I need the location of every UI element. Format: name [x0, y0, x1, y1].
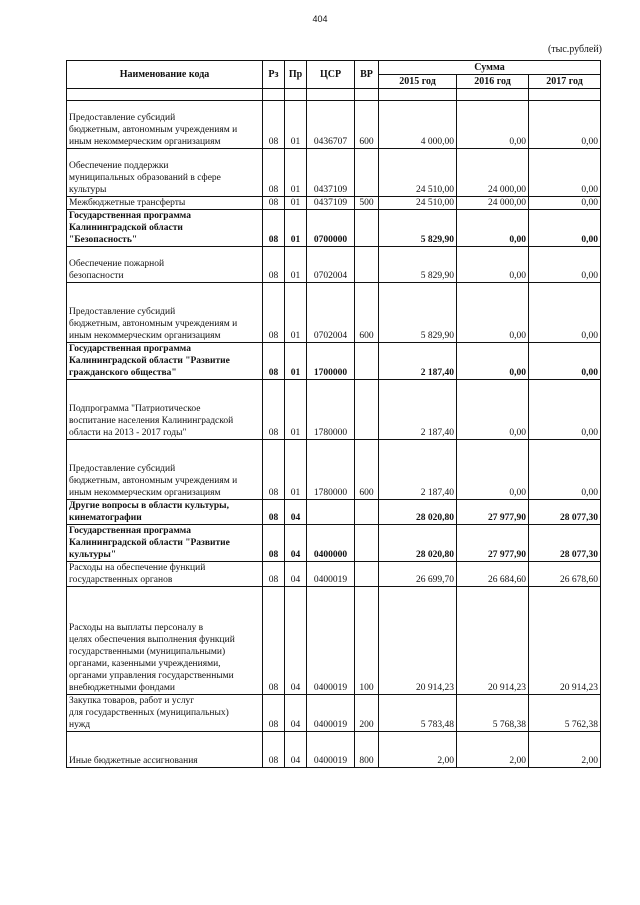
cell-rz: 08: [263, 343, 285, 380]
cell-y2017: 28 077,30: [529, 500, 601, 525]
cell-y2017: 20 914,23: [529, 587, 601, 695]
cell-rz: 08: [263, 587, 285, 695]
cell-y2017: 0,00: [529, 343, 601, 380]
header-year-2015: 2015 год: [379, 75, 457, 89]
header-csr: ЦСР: [307, 61, 355, 89]
table-row: [67, 562, 601, 587]
cell-y2016: 0,00: [457, 247, 529, 283]
cell-rz: 08: [263, 283, 285, 343]
cell-y2016: 0,00: [457, 380, 529, 440]
cell-csr: 0400019: [307, 695, 355, 732]
spacer-cell: [67, 89, 263, 101]
cell-y2016: 5 768,38: [457, 695, 529, 732]
units-note: (тыс.рублей): [547, 44, 602, 55]
cell-pr: 01: [285, 283, 307, 343]
cell-vr: 800: [355, 732, 379, 768]
cell-y2017: 28 077,30: [529, 525, 601, 562]
cell-rz: 08: [263, 210, 285, 247]
cell-y2015: 2 187,40: [379, 380, 457, 440]
cell-rz: 08: [263, 197, 285, 210]
cell-csr: 0702004: [307, 247, 355, 283]
cell-name: Государственная программа Калининградской области "Развитие культуры": [67, 525, 263, 562]
cell-y2015: 5 829,90: [379, 283, 457, 343]
spacer-cell: [307, 89, 355, 101]
cell-pr: 04: [285, 732, 307, 768]
cell-vr: 600: [355, 101, 379, 149]
table-row: [67, 732, 601, 768]
cell-y2015: 2 187,40: [379, 440, 457, 500]
cell-name: Закупка товаров, работ и услуг для государственных (муниципальных) нужд: [67, 695, 263, 732]
budget-table: [66, 60, 601, 768]
cell-y2015: 5 829,90: [379, 210, 457, 247]
header-name: Наименование кода: [67, 61, 263, 89]
cell-y2017: 0,00: [529, 440, 601, 500]
header-sum: Сумма: [379, 61, 601, 75]
cell-rz: 08: [263, 500, 285, 525]
cell-y2017: 0,00: [529, 380, 601, 440]
spacer-cell: [457, 89, 529, 101]
cell-rz: 08: [263, 247, 285, 283]
cell-pr: 04: [285, 562, 307, 587]
cell-rz: 08: [263, 525, 285, 562]
cell-vr: 100: [355, 587, 379, 695]
cell-y2015: 5 783,48: [379, 695, 457, 732]
cell-vr: [355, 500, 379, 525]
table-row: [67, 283, 601, 343]
cell-pr: 01: [285, 101, 307, 149]
cell-csr: 0436707: [307, 101, 355, 149]
cell-vr: 200: [355, 695, 379, 732]
cell-y2015: 20 914,23: [379, 587, 457, 695]
cell-name: Государственная программа Калининградской области "Безопасность": [67, 210, 263, 247]
cell-name: Иные бюджетные ассигнования: [67, 732, 263, 768]
cell-vr: [355, 380, 379, 440]
cell-y2017: 0,00: [529, 283, 601, 343]
table-row: [67, 695, 601, 732]
cell-y2015: 24 510,00: [379, 149, 457, 197]
cell-csr: 1700000: [307, 343, 355, 380]
cell-csr: 1780000: [307, 440, 355, 500]
cell-name: Государственная программа Калининградской области "Развитие гражданского общества": [67, 343, 263, 380]
cell-rz: 08: [263, 380, 285, 440]
table-row: [67, 587, 601, 695]
cell-y2016: 0,00: [457, 210, 529, 247]
cell-name: Предоставление субсидий бюджетным, автономным учреждениям и иным некоммерческим организациям: [67, 283, 263, 343]
spacer-cell: [263, 89, 285, 101]
spacer-cell: [355, 89, 379, 101]
cell-rz: 08: [263, 149, 285, 197]
cell-y2015: 26 699,70: [379, 562, 457, 587]
cell-y2016: 0,00: [457, 343, 529, 380]
page-number: 404: [312, 14, 328, 24]
cell-y2016: 27 977,90: [457, 525, 529, 562]
cell-y2016: 26 684,60: [457, 562, 529, 587]
cell-rz: 08: [263, 440, 285, 500]
cell-vr: [355, 525, 379, 562]
cell-csr: [307, 500, 355, 525]
cell-pr: 04: [285, 500, 307, 525]
cell-pr: 01: [285, 247, 307, 283]
table-row: [67, 343, 601, 380]
spacer-cell: [529, 89, 601, 101]
cell-y2017: 0,00: [529, 210, 601, 247]
table-row: [67, 380, 601, 440]
header-pr: Пр: [285, 61, 307, 89]
cell-y2016: 0,00: [457, 440, 529, 500]
cell-vr: 600: [355, 283, 379, 343]
cell-vr: [355, 562, 379, 587]
cell-y2015: 28 020,80: [379, 525, 457, 562]
cell-y2016: 0,00: [457, 283, 529, 343]
header-year-2016: 2016 год: [457, 75, 529, 89]
table-row: [67, 149, 601, 197]
table-row: [67, 247, 601, 283]
cell-csr: 0400019: [307, 562, 355, 587]
cell-y2016: 24 000,00: [457, 149, 529, 197]
cell-y2017: 5 762,38: [529, 695, 601, 732]
cell-y2015: 2,00: [379, 732, 457, 768]
cell-y2015: 24 510,00: [379, 197, 457, 210]
cell-name: Обеспечение поддержки муниципальных образований в сфере культуры: [67, 149, 263, 197]
cell-y2017: 0,00: [529, 247, 601, 283]
table-row: [67, 440, 601, 500]
cell-y2015: 4 000,00: [379, 101, 457, 149]
cell-csr: 0400019: [307, 587, 355, 695]
cell-vr: 500: [355, 197, 379, 210]
header-vr: ВР: [355, 61, 379, 89]
table-row: [67, 197, 601, 210]
cell-name: Расходы на выплаты персоналу в целях обеспечения выполнения функций государственными (муниципальными) органами, казенными учреждениями, органами управления государственными внебюджетными фондами: [67, 587, 263, 695]
cell-csr: 0700000: [307, 210, 355, 247]
cell-y2017: 2,00: [529, 732, 601, 768]
cell-vr: [355, 149, 379, 197]
cell-y2016: 27 977,90: [457, 500, 529, 525]
table-row: [67, 500, 601, 525]
cell-pr: 01: [285, 149, 307, 197]
cell-pr: 01: [285, 380, 307, 440]
cell-name: Расходы на обеспечение функций государственных органов: [67, 562, 263, 587]
cell-rz: 08: [263, 732, 285, 768]
cell-y2016: 2,00: [457, 732, 529, 768]
cell-csr: 0437109: [307, 149, 355, 197]
cell-y2016: 20 914,23: [457, 587, 529, 695]
header-year-2017: 2017 год: [529, 75, 601, 89]
cell-pr: 01: [285, 210, 307, 247]
cell-vr: 600: [355, 440, 379, 500]
cell-pr: 04: [285, 695, 307, 732]
cell-name: Предоставление субсидий бюджетным, автономным учреждениям и иным некоммерческим организациям: [67, 101, 263, 149]
cell-csr: 0400019: [307, 732, 355, 768]
cell-name: Другие вопросы в области культуры, кинематографии: [67, 500, 263, 525]
spacer-cell: [285, 89, 307, 101]
cell-y2016: 0,00: [457, 101, 529, 149]
table-row: [67, 210, 601, 247]
cell-y2015: 28 020,80: [379, 500, 457, 525]
cell-pr: 01: [285, 197, 307, 210]
cell-rz: 08: [263, 101, 285, 149]
cell-vr: [355, 343, 379, 380]
cell-pr: 04: [285, 587, 307, 695]
cell-y2017: 0,00: [529, 149, 601, 197]
cell-y2015: 5 829,90: [379, 247, 457, 283]
cell-pr: 01: [285, 440, 307, 500]
cell-name: Межбюджетные трансферты: [67, 197, 263, 210]
cell-csr: 0702004: [307, 283, 355, 343]
cell-name: Подпрограмма "Патриотическое воспитание населения Калининградской области на 2013 - 2017 годы": [67, 380, 263, 440]
cell-csr: 1780000: [307, 380, 355, 440]
cell-csr: 0400000: [307, 525, 355, 562]
table-row: [67, 525, 601, 562]
cell-vr: [355, 210, 379, 247]
cell-rz: 08: [263, 695, 285, 732]
cell-y2017: 0,00: [529, 101, 601, 149]
spacer-cell: [379, 89, 457, 101]
cell-csr: 0437109: [307, 197, 355, 210]
cell-pr: 04: [285, 525, 307, 562]
cell-name: Предоставление субсидий бюджетным, автономным учреждениям и иным некоммерческим организациям: [67, 440, 263, 500]
table-row: [67, 101, 601, 149]
cell-rz: 08: [263, 562, 285, 587]
cell-y2016: 24 000,00: [457, 197, 529, 210]
header-rz: Рз: [263, 61, 285, 89]
cell-name: Обеспечение пожарной безопасности: [67, 247, 263, 283]
cell-y2017: 0,00: [529, 197, 601, 210]
cell-y2017: 26 678,60: [529, 562, 601, 587]
cell-pr: 01: [285, 343, 307, 380]
cell-vr: [355, 247, 379, 283]
cell-y2015: 2 187,40: [379, 343, 457, 380]
